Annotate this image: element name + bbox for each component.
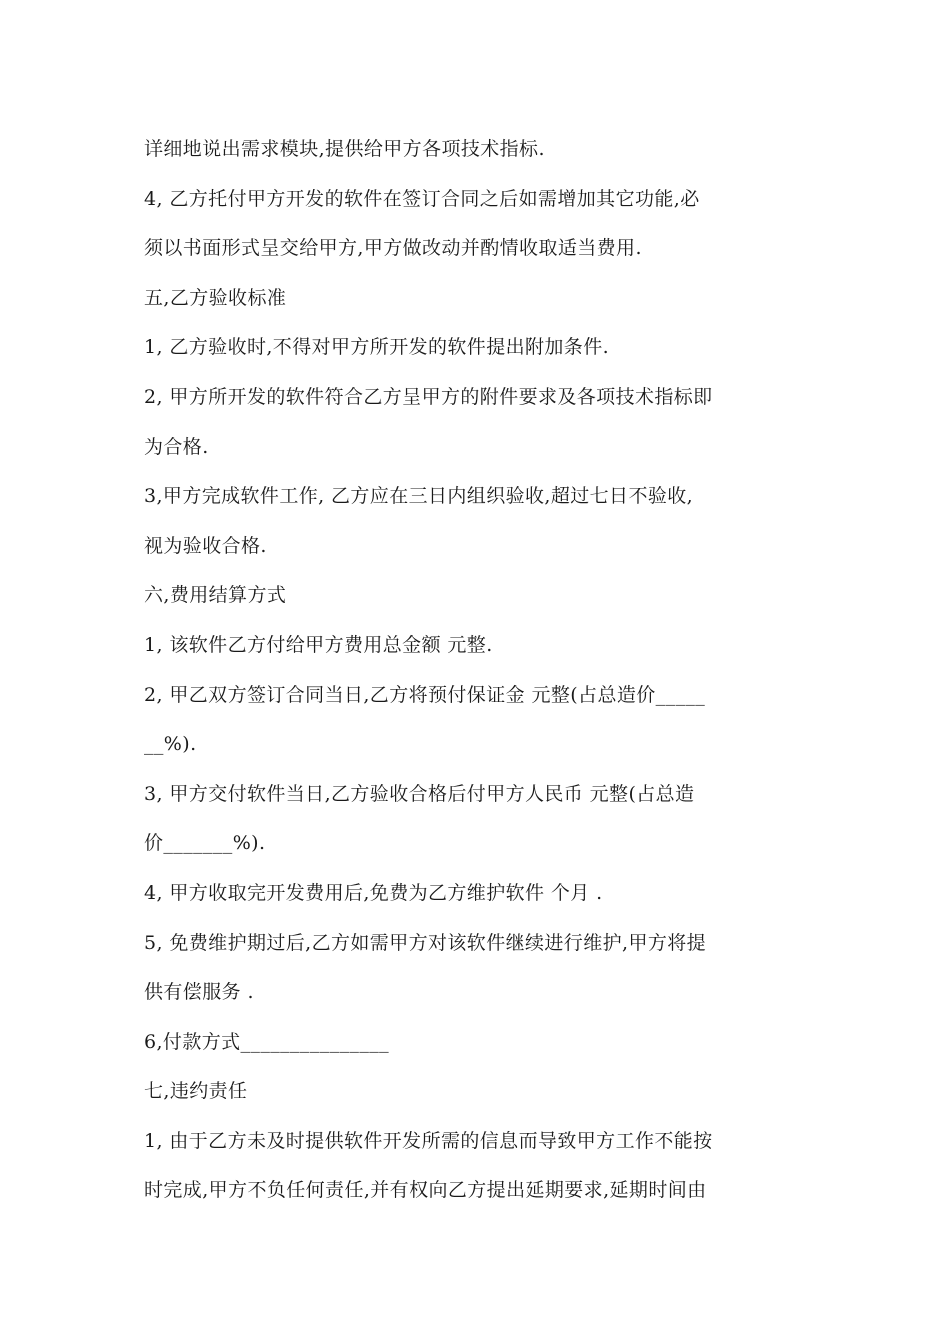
text-line: 详细地说出需求模块,提供给甲方各项技术指标. (144, 138, 545, 160)
section-heading: 六,费用结算方式 (144, 584, 287, 607)
text-line: 4, 甲方收取完开发费用后,免费为乙方维护软件 个月 . (144, 881, 603, 904)
text-line: 2, 甲方所开发的软件符合乙方呈甲方的附件要求及各项技术指标即 (144, 385, 713, 408)
section-heading: 七,违约责任 (144, 1080, 248, 1103)
text-line: 4, 乙方托付甲方开发的软件在签订合同之后如需增加其它功能,必 (144, 187, 700, 210)
text-line: 视为验收合格. (144, 534, 267, 557)
text-line: 2, 甲乙双方签订合同当日,乙方将预付保证金 元整(占总造价_____ (144, 683, 706, 706)
text-line: 1, 该软件乙方付给甲方费用总金额 元整. (144, 633, 493, 656)
text-line: 1, 乙方验收时,不得对甲方所开发的软件提出附加条件. (144, 336, 610, 359)
text-line: 价_______%). (144, 832, 266, 855)
text-line: 须以书面形式呈交给甲方,甲方做改动并酌情收取适当费用. (144, 237, 642, 260)
document-body (144, 125, 809, 1216)
text-line: 供有偿服务 . (144, 981, 254, 1004)
text-line: 时完成,甲方不负任何责任,并有权向乙方提出延期要求,延期时间由 (144, 1179, 707, 1202)
text-line: 为合格. (144, 435, 209, 458)
text-line: 1, 由于乙方未及时提供软件开发所需的信息而导致甲方工作不能按 (144, 1129, 713, 1152)
text-line: 6,付款方式_______________ (144, 1030, 390, 1053)
section-heading: 五,乙方验收标准 (144, 286, 287, 309)
text-line: 3, 甲方交付软件当日,乙方验收合格后付甲方人民币 元整(占总造 (144, 782, 695, 805)
text-line: 3,甲方完成软件工作, 乙方应在三日内组织验收,超过七日不验收, (144, 485, 694, 508)
text-line: __%). (144, 733, 197, 756)
text-line: 5, 免费维护期过后,乙方如需甲方对该软件继续进行维护,甲方将提 (144, 931, 707, 954)
